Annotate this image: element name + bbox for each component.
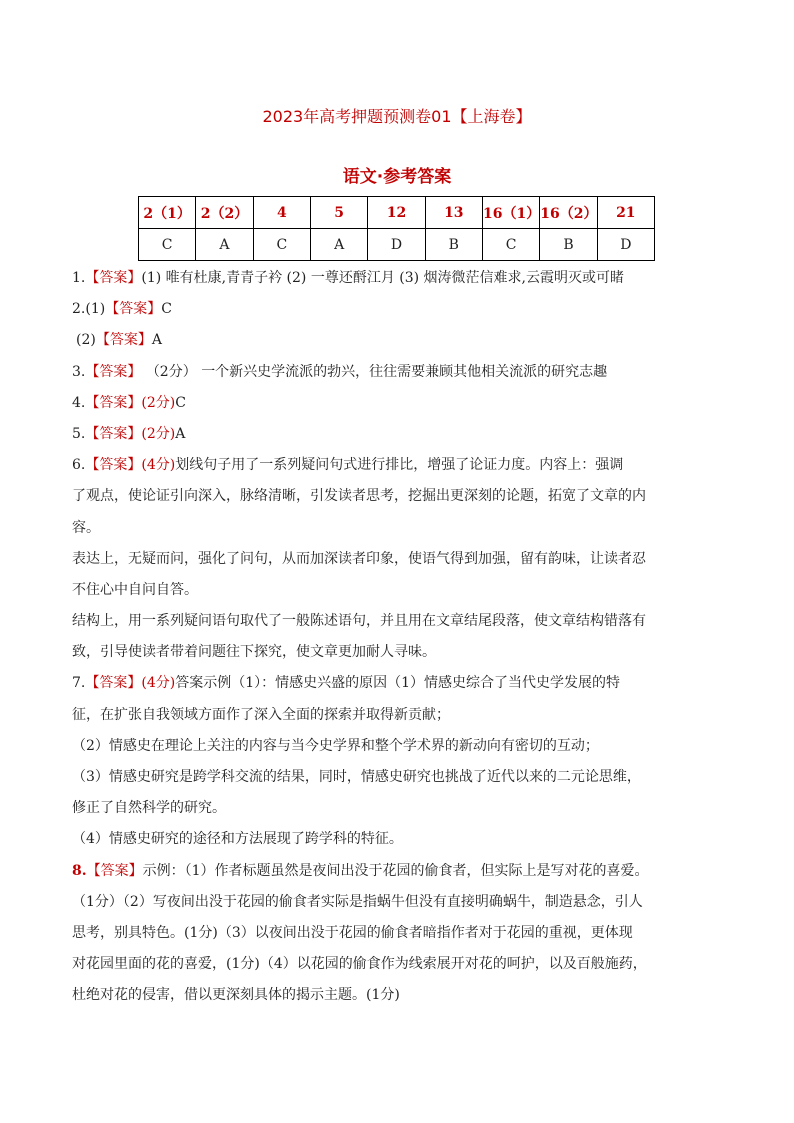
page-title: 2023年高考押题预测卷01【上海卷】	[262, 107, 532, 126]
answer-text-line: （3）情感史研究是跨学科交流的结果，同时，情感史研究也挑战了近代以来的二元论思维，	[72, 769, 641, 785]
answer-q7	[72, 668, 732, 699]
answer-q5	[72, 419, 732, 450]
question-cell: 5	[310, 197, 367, 229]
answer-q4	[72, 388, 732, 419]
answer-cell: D	[597, 229, 654, 261]
question-number: 5.	[72, 425, 86, 442]
answer-body	[72, 263, 732, 1012]
answer-q3	[72, 357, 732, 388]
answer-text-line: （4）情感史研究的途径和方法展现了跨学科的特征。	[72, 831, 403, 848]
answer-tag: 【答案】	[85, 457, 142, 474]
answer-text: A	[151, 332, 162, 349]
question-cell: 13	[425, 197, 482, 229]
question-cell: 16（1）	[482, 197, 539, 229]
answer-score: (4分)	[141, 457, 176, 474]
answer-score: (4分)	[141, 675, 176, 692]
answer-cell: A	[310, 229, 367, 261]
answer-text-line: 修正了自然科学的研究。	[72, 800, 226, 817]
sub-number: (1)	[85, 301, 106, 318]
question-number: 1.	[72, 270, 86, 286]
answer-text-line: 征，在扩张自我领域方面作了深入全面的探索并取得新贡献；	[72, 706, 450, 723]
answer-tag: 【答案】	[105, 301, 162, 318]
answer-tag: 【答案】	[95, 332, 152, 349]
answer-tag: 【答案】	[85, 270, 142, 286]
page-subtitle: 语文·参考答案	[342, 167, 452, 187]
question-number: 8.	[72, 862, 87, 879]
answer-text: A	[175, 425, 186, 442]
question-number: 7.	[72, 675, 86, 692]
answer-text-line: 致，引导使读者带着问题往下探究，使文章更加耐人寻味。	[72, 644, 436, 661]
answer-text-line: （2）情感史在理论上关注的内容与当今史学界和整个学术界的新动向有密切的互动；	[72, 737, 599, 754]
answer-cell: D	[368, 229, 425, 261]
answer-text: C	[175, 394, 186, 411]
question-cell: 2（2）	[196, 197, 253, 229]
answer-table	[138, 196, 655, 261]
question-number: 4.	[72, 394, 86, 411]
question-number: 6.	[72, 457, 86, 474]
answer-text: 示例：（1）作者标题虽然是夜间出没于花园的偷食者，但实际上是写对花的喜爱。	[142, 862, 649, 879]
answer-text-line: （1分）（2）写夜间出没于花园的偷食者实际是指蜗牛但没有直接明确蜗牛，制造悬念，引人	[72, 893, 643, 910]
answer-cell: C	[253, 229, 310, 261]
answer-tag: 【答案】	[85, 394, 142, 411]
answer-tag: 【答案】	[85, 675, 142, 692]
answer-text-line: 对花园里面的花的喜爱，(1分)（4）以花园的偷食作为线索展开对花的呵护，以及百般施药，	[72, 956, 647, 973]
answer-text: 一个新兴史学流派的勃兴，往往需要兼顾其他相关流派的研究志趣	[201, 363, 608, 380]
question-cell: 2（1）	[139, 197, 196, 229]
question-cell: 21	[597, 197, 654, 229]
answer-q2-2	[72, 325, 732, 356]
answer-q8	[72, 856, 732, 887]
answer-text: 划线句子用了一系列疑问句式进行排比，增强了论证力度。内容上：强调	[175, 457, 624, 474]
answer-text-line: 思考，别具特色。(1分)（3）以夜间出没于花园的偷食者暗指作者对于花园的重视，更体现	[72, 924, 633, 941]
answer-text: C	[161, 301, 172, 318]
question-number: 3.	[72, 363, 86, 380]
question-cell: 4	[253, 197, 310, 229]
answer-score: (2分)	[141, 425, 176, 442]
question-number: 2.	[72, 301, 86, 318]
answer-tag: 【答案】	[85, 425, 142, 442]
answer-score: （2分）	[145, 363, 197, 380]
answer-tag: 【答案】	[85, 363, 142, 380]
answer-text-line: 结构上，用一系列疑问语句取代了一般陈述语句，并且用在文章结尾段落，使文章结构错落有	[72, 613, 646, 630]
answer-text-line: 了观点，使论证引向深入，脉络清晰，引发读者思考，挖掘出更深刻的论题，拓宽了文章的内	[72, 488, 646, 505]
answer-tag: 【答案】	[86, 862, 143, 879]
answer-q2-1	[72, 294, 732, 325]
sub-number: (2)	[76, 332, 96, 349]
answer-cell: B	[425, 229, 482, 261]
answer-cell: C	[482, 229, 539, 261]
answer-text-line: 杜绝对花的侵害，借以更深刻具体的揭示主题。(1分)	[72, 987, 400, 1004]
answer-table-header-row	[139, 197, 655, 229]
question-cell: 12	[368, 197, 425, 229]
answer-cell: C	[139, 229, 196, 261]
answer-text-line: 容。	[72, 519, 100, 536]
answer-text: 答案示例（1）：情感史兴盛的原因（1）情感史综合了当代史学发展的特	[175, 675, 621, 692]
answer-text-line: 不住心中自问自答。	[72, 581, 198, 598]
answer-table-value-row	[139, 229, 655, 261]
answer-q6	[72, 450, 732, 481]
answer-score: (2分)	[141, 394, 176, 411]
answer-cell: B	[540, 229, 597, 261]
answer-cell: A	[196, 229, 253, 261]
answer-text: (1) 唯有杜康,青青子衿 (2) 一尊还酹江月 (3) 烟涛微茫信难求,云霞明灭或可睹	[141, 270, 625, 286]
answer-text-line: 表达上，无疑而问，强化了问句，从而加深读者印象，使语气得到加强，留有韵味，让读者忍	[72, 550, 646, 567]
question-cell: 16（2）	[540, 197, 597, 229]
answer-q1	[72, 263, 732, 294]
